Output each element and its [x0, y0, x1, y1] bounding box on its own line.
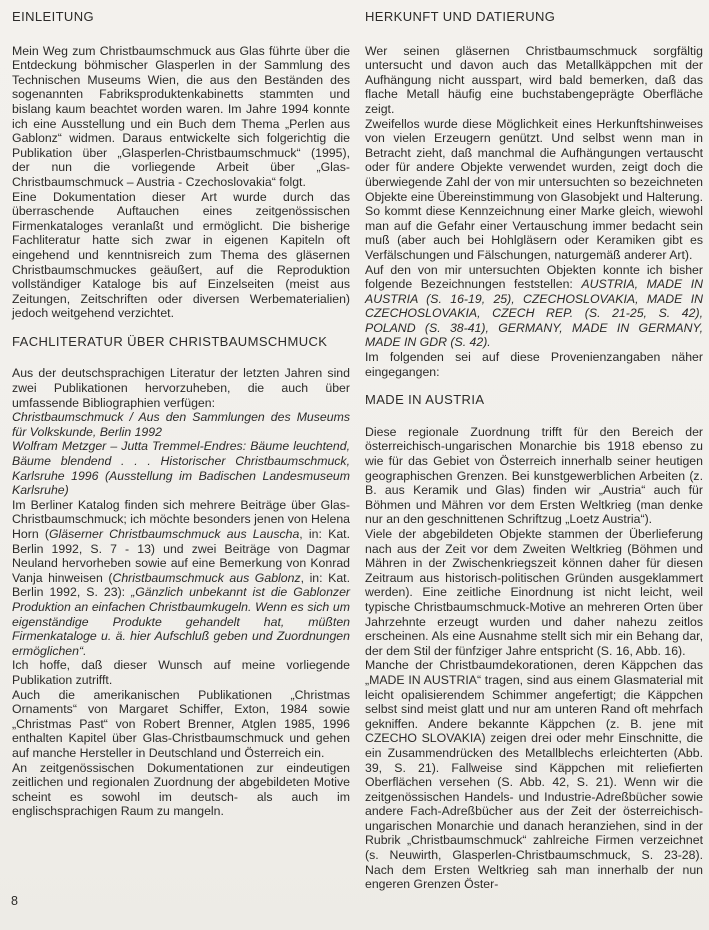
paragraph-documentation-lack: An zeitgenössischen Dokumentationen zur eindeutigen zeitlichen und regionalen Zuordnung der abgebildeten Motive scheint es sowohl im deutsch- als auch im englischsprachigen Raum zu mangeln.	[12, 760, 350, 819]
paragraph-berlin-katalog: Im Berliner Katalog finden sich mehrere Beiträge über Glas-Christbaumschmuck; ich möchte besonders jenen von Helena Horn (Gläserner Christbaumschmuck aus Lauscha, in: Kat. Berlin 1992, S. 7 - 13) und zwei Beiträge von Dagmar Neuland hervorheben sowie auf eine Bemerkung von Konrad Vanja hinweisen (Christbaumschmuck aus Gablonz, in: Kat. Berlin 1992, S. 23): „Gänzlich unbekannt ist die Gablonzer Produktion an einfachen Christbaumkugeln. Wenn es sich um eigenständige Produkte gehandelt hat, müßten Firmenkataloge u. ä. hier Aufschluß geben und Zuordnungen ermöglichen“.	[12, 497, 351, 658]
paragraph-provenance-lead: Im folgenden sei auf diese Provenienzangaben näher eingegangen:	[365, 350, 703, 379]
paragraph-intro-1: Mein Weg zum Christbaumschmuck aus Glas führte über die Entdeckung böhmischer Glasperlen in der Sammlung des Technischen Museums Wien, die aus den Beständen des sogenannten Fabriksproduktenkabinetts stammten und bislang kaum beachtet worden waren. Im Jahre 1994 konnte ich eine Ausstellung und ein Buch dem Thema „Perlen aus Gablonz“ widmen. Daraus entwickelte sich folgerichtig die Publikation über „Glasperlen-Christbaumschmuck“ (1995), der nun die vorliegende Arbeit über „Glas-Christbaumschmuck – Austria - Czechoslovakia“ folgt.	[12, 43, 350, 189]
paragraph-kaeppchen-2: Zweifellos wurde diese Möglichkeit eines Herkunftshinweises von vielen Erzeugern genützt. Und selbst wenn man in Betracht zieht, daß manchmal die Aufhängungen vertauscht oder für andere Objekte verwendet wurden, zeigt doch die überwiegende Zahl der von mir untersuchten so bezeichneten Objekte eine Übereinstimmung von Glasobjekt und Halterung. So kommt diese Kennzeichnung einer Marke gleich, wiewohl man auf die Gefahr einer Vertauschung immer bedacht sein muß (aber auch bei Hohlgläsern oder Keramiken gibt es Verfälschungen und Fälschungen, naturgemäß anderer Art).	[365, 116, 703, 262]
page-number: 8	[11, 894, 18, 908]
paragraph-kaeppchen-1: Wer seinen gläsernen Christbaumschmuck sorgfältig untersucht und davon auch das Metallkäppchen mit der Aufhängung nicht ausspart, wird bald bemerken, daß das flache Metall häufig eine buchstabengeprägte Oberfläche zeigt.	[365, 43, 703, 116]
left-column	[12, 10, 350, 819]
paragraph-american-publications: Auch die amerikanischen Publikationen „Christmas Ornaments“ von Margaret Schiffer, Exton, 1984 sowie „Christmas Past“ von Robert Brenner, Atglen 1985, 1996 enthalten Kapitel über Glas-Christbaumschmuck und gehen auf manche Hersteller in Deutschland und Österreich ein.	[12, 687, 350, 760]
paragraph-intro-2: Eine Dokumentation dieser Art wurde durch das überraschende Auftauchen eines zeitgenössischen Firmenkataloges veranlaßt und ermöglicht. Die bisherige Fachliteratur hatte sich zwar in eigenen Kapiteln oft eingehend und kenntnisreich zum Thema des gläsernen Christbaumschmuckes geäußert, auf die Reproduktion vollständiger Kataloge bis auf Einzelseiten (meist aus Zeitungen, Zeitschriften oder diversen Werbematerialien) jedoch weitgehend verzichtet.	[12, 189, 350, 321]
paragraph-austria-2: Viele der abgebildeten Objekte stammen der Überlieferung nach aus der Zeit vor dem Zweiten Weltkrieg (Böhmen und Mähren in der Zwischenkriegszeit können daher für diesen Zeitraum aus historisch-politischen Gründen ausgeklammert werden). Eine zeitliche Einordnung ist nicht leicht, weil typische Christbaumschmuck-Motive an mehreren Orten über Jahrzehnte erzeugt wurden und daher nahezu zeitlos erscheinen. Als eine Ausnahme stellt sich mir ein Behang dar, der dem Stil der fünfziger Jahre entspricht (S. 16, Abb. 16).	[365, 527, 703, 658]
paragraph-hope: Ich hoffe, daß dieser Wunsch auf meine vorliegende Publikation zutrifft.	[12, 658, 350, 687]
paragraph-literature-intro: Aus der deutschsprachigen Literatur der letzten Jahren sind zwei Publikationen hervorzuheben, die auch über umfassende Bibliographien verfügen:	[12, 366, 350, 410]
bibliography-entry-1: Christbaumschmuck / Aus den Sammlungen des Museums für Volkskunde, Berlin 1992	[12, 410, 350, 439]
paragraph-austria-1: Diese regionale Zuordnung trifft für den Bereich der österreichisch-ungarischen Monarchie bis 1918 ebenso zu wie für das Gebiet von Österreich innerhalb seiner heutigen geographischen Grenzen. Bei kunstgewerblichen Arbeiten (z. B. aus Keramik und Glas) finden wir „Austria“ auch für Böhmen und Mähren vor dem Ersten Weltkrieg (man denke nur an den geschnittenen Schriftzug „Loetz Austria“).	[365, 424, 703, 527]
paragraph-origin-marks: Auf den von mir untersuchten Objekten konnte ich bisher folgende Bezeichnungen feststellen: AUSTRIA, MADE IN AUSTRIA (S. 16-19, 25), CZECHOSLOVAKIA, MADE IN CZECHOSLOVAKIA, CZECH REP. (S. 21-25, S. 42), POLAND (S. 38-41), GERMANY, MADE IN GERMANY, MADE IN GDR (S. 42).	[365, 262, 703, 350]
bibliography-entry-2: Wolfram Metzger – Jutta Tremmel-Endres: Bäume leuchtend, Bäume blendend . . . Historischer Christbaumschmuck, Karlsruhe 1996 (Ausstellung im Badischen Landesmuseum Karlsruhe)	[12, 439, 350, 498]
section-heading-herkunft: HERKUNFT UND DATIERUNG	[365, 9, 556, 24]
section-heading-fachliteratur: FACHLITERATUR ÜBER CHRISTBAUMSCHMUCK	[12, 333, 328, 349]
section-heading-einleitung: EINLEITUNG	[12, 9, 95, 24]
right-column	[365, 10, 703, 892]
paragraph-austria-3: Manche der Christbaumdekorationen, deren Käppchen das „MADE IN AUSTRIA“ tragen, sind aus einem Glasmaterial mit leicht opalisierendem Schimmer angefertigt; die Käppchen selbst sind meist glatt und nur am unteren Rand oft mehrfach gekniffen. Andere bekannte Käppchen (z. B. jene mit CZECHO SLOVAKIA) zeigen drei oder mehr Einschnitte, die ein Zusammendrücken des Metallblechs erleichterten (Abb. 39, S. 21). Fallweise sind Käppchen mit reliefierten Oberflächen versehen (S. Abb. 42, S. 21). Wenn wir die zeitgenössischen Handels- und Industrie-Adreßbücher sowie andere Fach-Adreßbücher aus der Zeit der österreichisch-ungarischen Monarchie und danach heranziehen, sind in der Rubrik „Christbaumschmuck“ zahlreiche Firmen verzeichnet (s. Neuwirth, Glasperlen-Christbaumschmuck, S. 23-28). Nach dem Ersten Weltkrieg sah man innerhalb der nun engeren Grenzen Öster-	[365, 658, 703, 892]
section-heading-made-in-austria: MADE IN AUSTRIA	[365, 392, 485, 408]
